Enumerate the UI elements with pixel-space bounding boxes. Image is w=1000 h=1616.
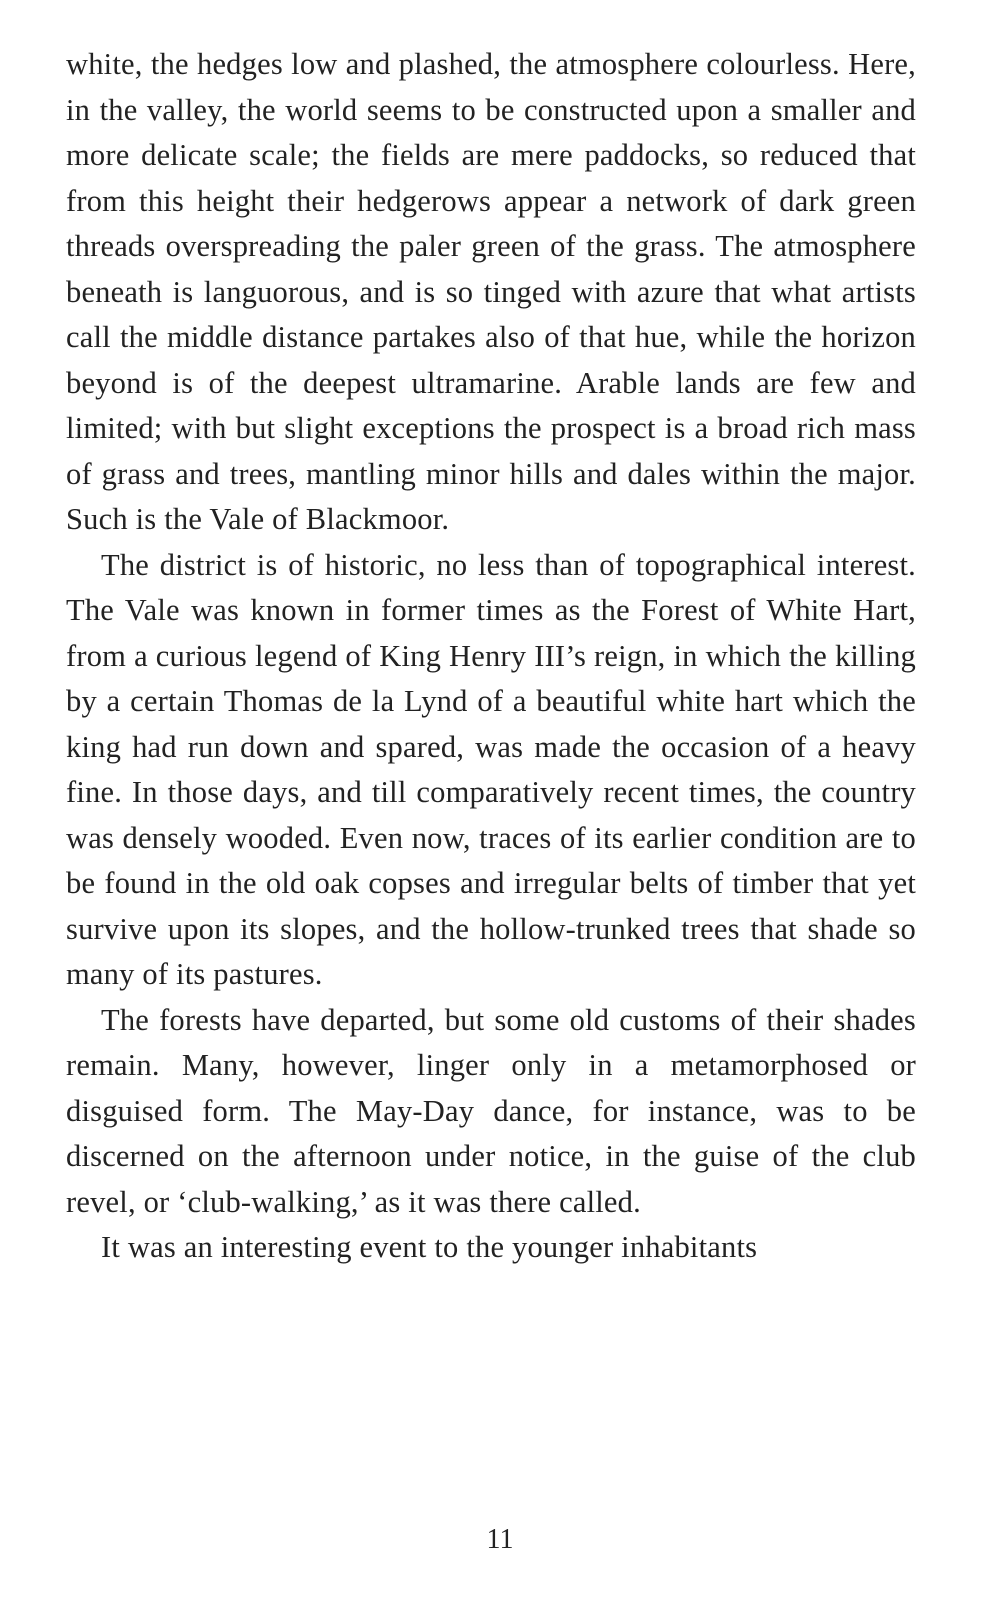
paragraph-3: The forests have departed, but some old customs of their shades remain. Many, however, linger only in a metamorphosed or disguised form. The May-Day dance, for instance, was to be discerned on the afternoon under notice, in the guise of the club revel, or ‘club-walking,’ as it was there called. (66, 1002, 916, 1219)
paragraph-2: The district is of historic, no less than of topographical interest. The Vale was known in former times as the Forest of White Hart, from a curious legend of King Henry III’s reign, in which the killing by a certain Thomas de la Lynd of a beautiful white hart which the king had run down and spared, was made the occasion of a heavy fine. In those days, and till comparatively recent times, the country was densely wooded. Even now, traces of its earlier condition are to be found in the old oak copses and irregular belts of timber that yet survive upon its slopes, and the hollow-trunked trees that shade so many of its pastures. (66, 547, 916, 991)
page-number: 11 (486, 1524, 514, 1555)
body-text (66, 42, 916, 1271)
paragraph-1: white, the hedges low and plashed, the atmosphere colourless. Here, in the valley, the world seems to be constructed upon a smaller and more delicate scale; the fields are mere paddocks, so reduced that from this height their hedgerows appear a network of dark green threads overspreading the paler green of the grass. The atmosphere beneath is languorous, and is so tinged with azure that what artists call the middle distance partakes also of that hue, while the horizon beyond is of the deepest ultramarine. Arable lands are few and limited; with but slight exceptions the prospect is a broad rich mass of grass and trees, mantling minor hills and dales within the major. Such is the Vale of Blackmoor. (66, 47, 916, 536)
paragraph-4: It was an interesting event to the younger inhabitants (101, 1230, 758, 1264)
